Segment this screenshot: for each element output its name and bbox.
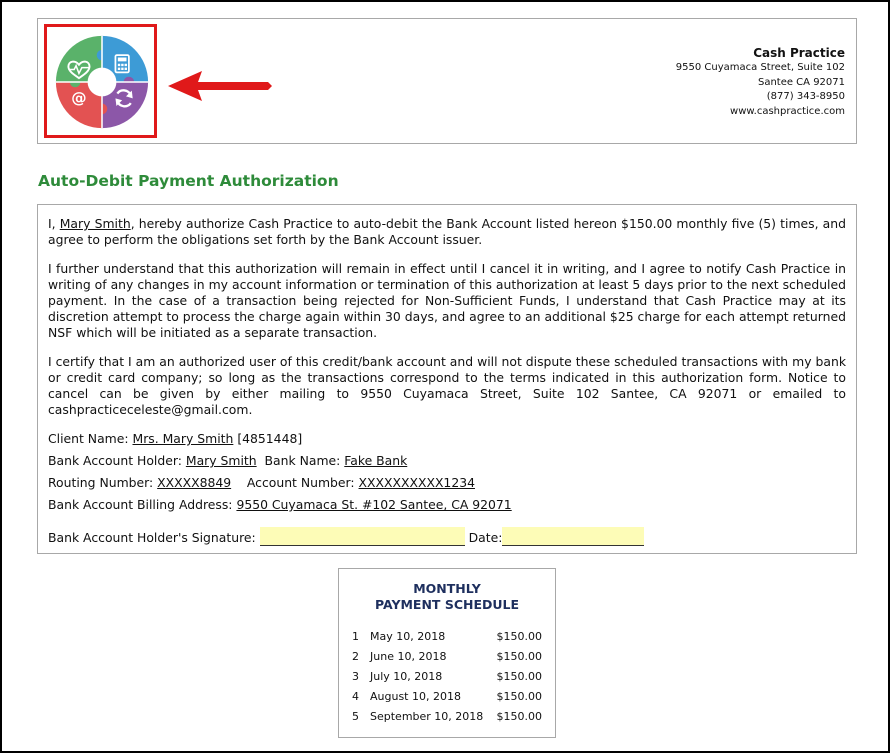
signature-row: [48, 527, 846, 546]
signature-label: Bank Account Holder's Signature:: [48, 530, 256, 545]
billing-value: 9550 Cuyamaca St. #102 Santee, CA 92071: [236, 497, 512, 512]
row-number: 1: [352, 630, 359, 643]
at-sign-icon: [71, 89, 86, 107]
client-name-line: [48, 431, 846, 447]
p1-suffix: , hereby authorize Cash Practice to auto-debit the Bank Account listed hereon $150.00 monthly five (5) times, and agree to perform the obligations set forth by the Bank Account issuer.: [48, 216, 846, 247]
billing-label: Bank Account Billing Address:: [48, 497, 233, 512]
authorization-paragraph-1: [48, 216, 846, 248]
row-number: 4: [352, 690, 359, 703]
row-date: May 10, 2018: [370, 630, 446, 643]
authorizer-name: Mary Smith: [59, 216, 131, 231]
account-number-label: Account Number:: [246, 475, 355, 490]
account-holder-line: [48, 453, 846, 469]
schedule-title-line1: MONTHLY: [413, 581, 481, 596]
bank-name-value: Fake Bank: [344, 453, 408, 468]
schedule-row: [339, 630, 555, 650]
row-date: June 10, 2018: [370, 650, 447, 663]
company-phone: (877) 343-8950: [766, 91, 845, 102]
client-name-value: Mrs. Mary Smith: [132, 431, 234, 446]
routing-value: XXXXX8849: [157, 475, 232, 490]
row-amount: $150.00: [496, 650, 542, 663]
schedule-rows: [339, 630, 555, 730]
date-input[interactable]: [502, 527, 644, 546]
authorization-box: [37, 204, 857, 554]
row-amount: $150.00: [496, 710, 542, 723]
signature-input[interactable]: [260, 527, 465, 546]
client-name-label: Client Name:: [48, 431, 129, 446]
account-number-value: XXXXXXXXXX1234: [358, 475, 475, 490]
row-date: September 10, 2018: [370, 710, 484, 723]
row-number: 2: [352, 650, 359, 663]
holder-value: Mary Smith: [185, 453, 257, 468]
svg-text:@: @: [71, 89, 87, 108]
routing-account-line: [48, 475, 846, 491]
row-number: 5: [352, 710, 359, 723]
document-title: Auto-Debit Payment Authorization: [38, 172, 339, 190]
schedule-row: [339, 690, 555, 710]
schedule-row: [339, 670, 555, 690]
schedule-row: [339, 710, 555, 730]
schedule-title-line2: PAYMENT SCHEDULE: [374, 597, 520, 612]
company-info: [676, 45, 845, 119]
authorization-paragraph-2: I further understand that this authorization will remain in effect until I cancel it in writing, and I agree to notify Cash Practice in writing of any changes in my account information or termination of this authorization at least 5 days prior to the next scheduled payment. In the case of a transaction being rejected for Non-Sufficient Funds, I understand that Cash Practice may at its discretion attempt to process the charge again within 30 days, and agree to an additional $25 charge for each attempt returned NSF which will be initiated as a separate transaction.: [48, 261, 846, 340]
left-arrow-icon: [168, 71, 272, 101]
logo-highlight-box: [44, 24, 157, 138]
row-amount: $150.00: [496, 630, 542, 643]
row-amount: $150.00: [496, 670, 542, 683]
row-amount: $150.00: [496, 690, 542, 703]
bank-name-label: Bank Name:: [264, 453, 341, 468]
cash-practice-logo: [54, 34, 150, 130]
row-date: August 10, 2018: [370, 690, 461, 703]
schedule-title: [339, 581, 555, 613]
row-date: July 10, 2018: [370, 670, 443, 683]
company-website: www.cashpractice.com: [730, 105, 845, 117]
date-label: Date:: [468, 530, 503, 545]
client-id-value: [4851448]: [237, 431, 303, 446]
company-address-line2: Santee CA 92071: [757, 76, 845, 88]
company-name: Cash Practice: [753, 46, 845, 60]
p1-prefix: I,: [48, 216, 60, 231]
billing-address-line: [48, 497, 846, 513]
company-address-line1: 9550 Cuyamaca Street, Suite 102: [675, 62, 845, 73]
payment-schedule-box: [338, 568, 556, 738]
routing-label: Routing Number:: [48, 475, 154, 490]
holder-label: Bank Account Holder:: [48, 453, 182, 468]
authorization-paragraph-3: I certify that I am an authorized user of this credit/bank account and will not dispute these scheduled transactions with my bank or credit card company; so long as the transactions correspond to the terms indicated in this authorization form. Notice to cancel can be given by either mailing to 9550 Cuyamaca Street, Suite 102 Santee, CA 92071 or emailed to cashpracticeceleste@gmail.com.: [48, 354, 846, 417]
row-number: 3: [352, 670, 359, 683]
letterhead: [37, 18, 857, 144]
schedule-row: [339, 650, 555, 670]
